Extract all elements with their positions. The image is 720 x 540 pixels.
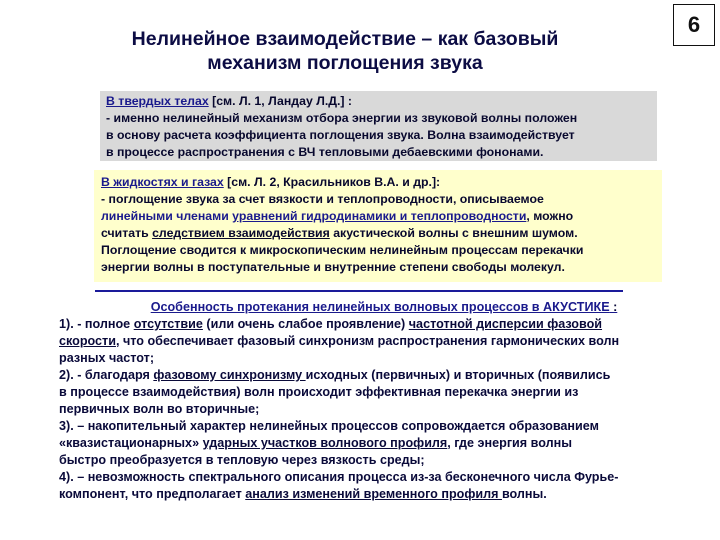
liquids-box (94, 170, 662, 282)
liquids-line-2: - поглощение звука за счет вязкости и теплопроводности, описываемое (101, 192, 544, 206)
feature-2-text-a: 2). - благодаря (59, 368, 154, 382)
feature-3-text-d: , где энергия волны (447, 436, 572, 450)
liquids-line-4 (101, 225, 662, 242)
solids-box (100, 91, 657, 161)
feature-4-line-1: 4). – невозможность спектрального описания процесса из-за бесконечного числа Фурье- (59, 470, 619, 484)
solids-heading: В твердых телах (106, 94, 209, 108)
title-line-1: Нелинейное взаимодействие – как базовый (131, 28, 559, 50)
feature-3-line-1: 3). – накопительный характер нелинейных процессов сопровождается образованием (59, 419, 599, 433)
phase-sync-text: фазовому синхронизму (153, 368, 306, 382)
feature-2-line-3: первичных волн во вторичные; (59, 402, 260, 416)
liquids-ref: [см. Л. 2, Красильников В.А. и др.]: (223, 175, 441, 189)
feature-3-line-3: быстро преобразуется в тепловую через вязкость среды; (59, 453, 425, 467)
feature-1-line-2 (59, 333, 699, 350)
liquids-line-3-end: , можно (526, 209, 574, 223)
feature-4-text-d: волны. (501, 487, 547, 501)
liquids-line-5: Поглощение сводится к микроскопическим нелинейным процессам перекачки (101, 243, 584, 257)
liquids-line-3 (101, 208, 662, 225)
equations-text: уравнений гидродинамики и теплопроводности (232, 209, 527, 223)
solids-heading-line (106, 93, 657, 110)
features-heading: Особенность протекания нелинейных волновых процессов в АКУСТИКЕ (150, 300, 610, 314)
liquids-heading-line (101, 174, 662, 191)
solids-line-3: в основу расчета коэффициента поглощения звука. Волна взаимодействует (106, 128, 575, 142)
liquids-line-6: энергии волны в поступательные и внутренние степени свободы молекул. (101, 260, 565, 274)
absence-text: отсутствие (133, 317, 203, 331)
features-heading-suffix: : (609, 300, 618, 314)
phase-dispersion-text: частотной дисперсии фазовой (408, 317, 603, 331)
solids-line-2: - именно нелинейный механизм отбора энергии из звуковой волны положен (106, 111, 578, 125)
velocity-text: скорости (59, 334, 116, 348)
feature-2-text-c: исходных (первичных) и вторичных (появились (305, 368, 611, 382)
solids-ref: [см. Л. 1, Ландау Л.Д.] : (208, 94, 353, 108)
time-profile-text: анализ изменений временного профиля (245, 487, 502, 501)
quasistationary-text: «квазистационарных» (59, 436, 203, 450)
feature-1-text-f: , что обеспечивает фазовый синхронизм распространения гармонических волн (115, 334, 620, 348)
feature-2-line-1 (59, 367, 699, 384)
feature-1-text-c: (или очень слабое проявление) (202, 317, 409, 331)
linear-terms-text: линейными членами (101, 209, 229, 223)
section-divider (95, 290, 623, 292)
liquids-heading: В жидкостях и газах (101, 175, 224, 189)
feature-4-line-2 (59, 486, 699, 503)
liquids-line-4-start: считать (101, 226, 153, 240)
liquids-line-4-end: . (574, 226, 578, 240)
acoustics-features (59, 299, 699, 503)
slide-title (95, 27, 595, 75)
feature-1-line-1 (59, 316, 699, 333)
page-number-badge (673, 4, 715, 46)
feature-2-line-2: в процессе взаимодействия) волн происходит эффективная перекачка энергии из (59, 385, 579, 399)
title-line-2: механизм поглощения звука (207, 52, 483, 74)
feature-3-line-2 (59, 435, 699, 452)
liquids-line-4-mid: акустической волны с внешним шумом (329, 226, 575, 240)
feature-4-text-b: компонент, что предполагает (59, 487, 246, 501)
interaction-consequence-text: следствием взаимодействия (152, 226, 330, 240)
solids-line-4: в процессе распространения с ВЧ тепловыми дебаевскими фононами. (106, 145, 544, 159)
page-number: 6 (687, 12, 701, 37)
shock-sections-text: ударных участков волнового профиля (202, 436, 448, 450)
feature-1-text-a: 1). - полное (59, 317, 134, 331)
features-heading-line (59, 299, 699, 316)
feature-1-line-3: разных частот; (59, 351, 155, 365)
